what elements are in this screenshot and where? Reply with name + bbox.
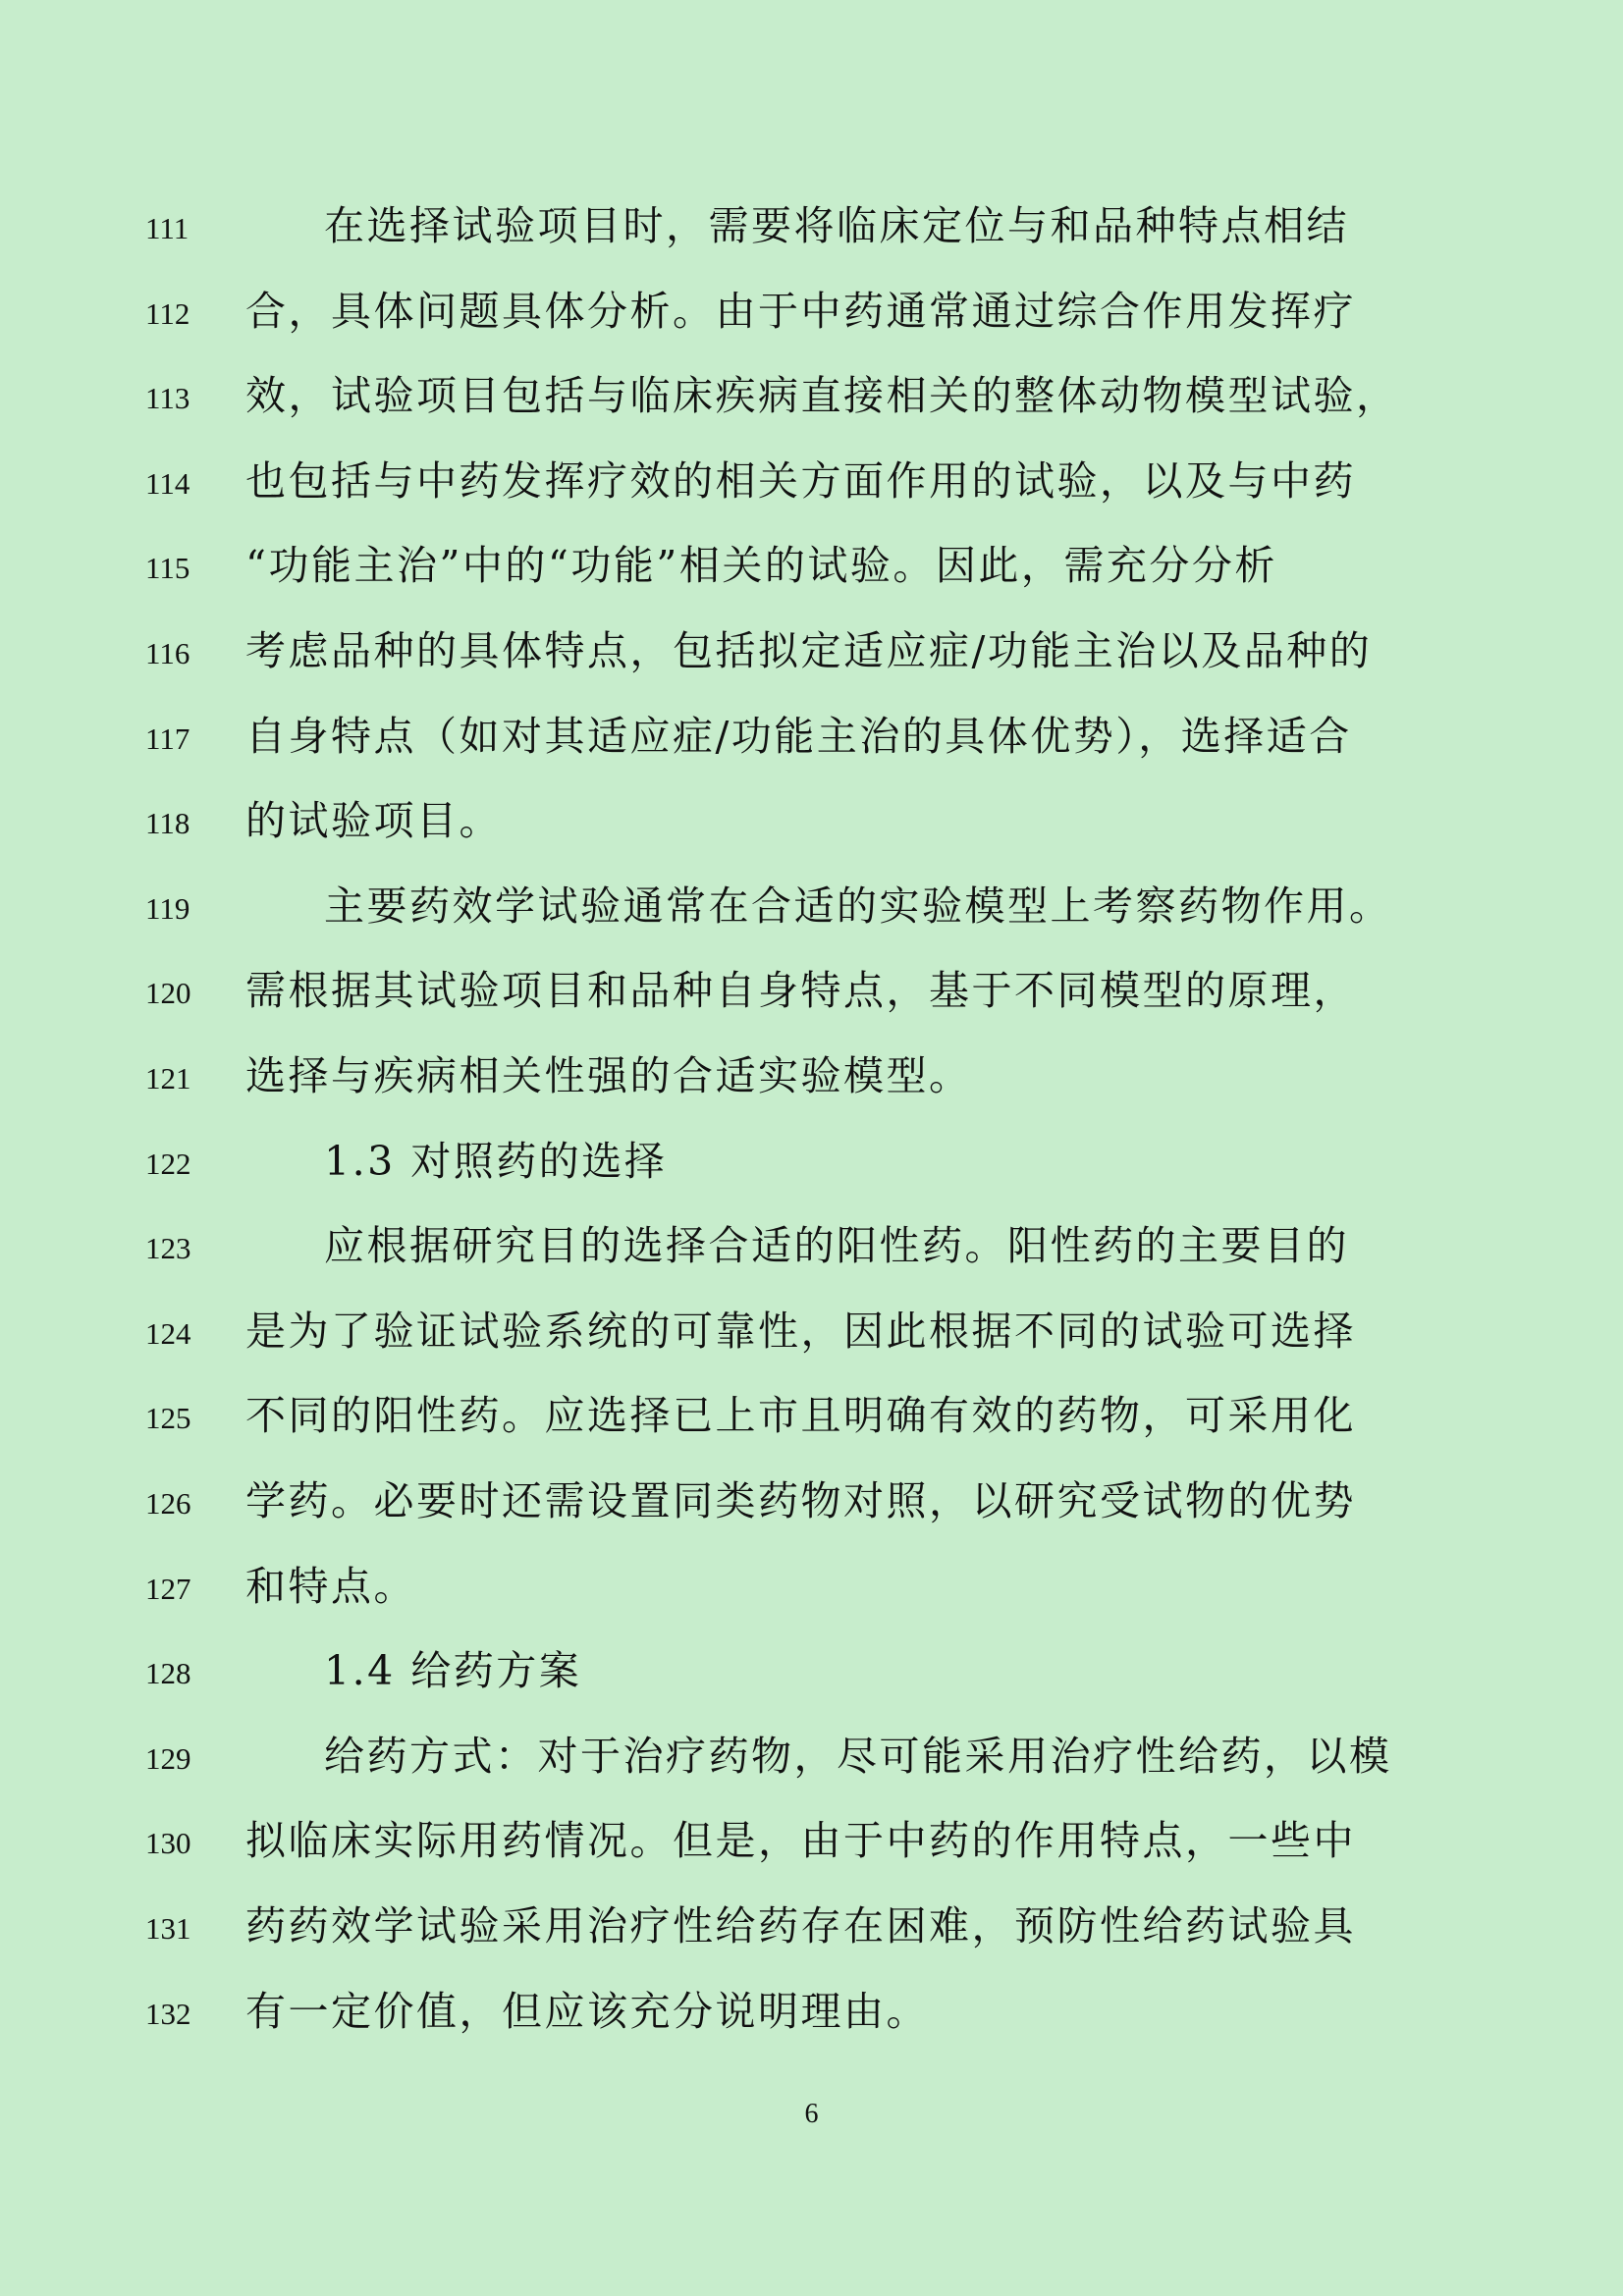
text-line xyxy=(0,1887,1623,1972)
line-number: 125 xyxy=(145,1401,191,1436)
line-text: 应根据研究目的选择合适的阳性药。阳性药的主要目的 xyxy=(324,1222,1349,1270)
line-text: 药药效学试验采用治疗性给药存在困难，预防性给药试验具 xyxy=(245,1902,1356,1949)
text-line xyxy=(0,1547,1623,1632)
line-number: 120 xyxy=(145,976,191,1011)
text-line xyxy=(0,442,1623,527)
line-text: 的试验项目。 xyxy=(245,797,502,845)
line-number: 119 xyxy=(145,890,190,926)
text-line xyxy=(0,781,1623,867)
line-number: 128 xyxy=(145,1656,191,1691)
line-text: 拟临床实际用药情况。但是，由于中药的作用特点，一些中 xyxy=(245,1817,1356,1865)
text-line xyxy=(0,356,1623,442)
line-text: 有一定价值，但应该充分说明理由。 xyxy=(245,1987,929,2035)
text-line xyxy=(0,1972,1623,2057)
line-number: 129 xyxy=(145,1740,191,1776)
line-number: 114 xyxy=(145,465,190,501)
line-text: 选择与疾病相关性强的合适实验模型。 xyxy=(245,1052,972,1099)
line-number: 132 xyxy=(145,1996,191,2031)
line-number: 116 xyxy=(145,636,190,670)
line-number: 131 xyxy=(145,1911,191,1946)
line-text: 合，具体问题具体分析。由于中药通常通过综合作用发挥疗 xyxy=(245,287,1356,335)
line-text: 给药方式：对于治疗药物，尽可能采用治疗性给药，以模 xyxy=(324,1732,1392,1780)
line-text: 是为了验证试验系统的可靠性，因此根据不同的试验可选择 xyxy=(245,1307,1356,1355)
text-line xyxy=(0,1122,1623,1207)
text-line xyxy=(0,1801,1623,1887)
line-text: 学药。必要时还需设置同类药物对照，以研究受试物的优势 xyxy=(245,1477,1356,1524)
line-text: “功能主治”中的“功能”相关的试验。因此，需充分分析 xyxy=(245,542,1277,590)
line-text: 不同的阳性药。应选择已上市且明确有效的药物，可采用化 xyxy=(245,1392,1356,1440)
text-line xyxy=(0,951,1623,1037)
line-number: 130 xyxy=(145,1826,191,1861)
page-number: 6 xyxy=(804,2099,819,2129)
line-text: 需根据其试验项目和品种自身特点，基于不同模型的原理， xyxy=(245,967,1356,1015)
text-line xyxy=(0,1037,1623,1122)
text-line xyxy=(0,187,1623,272)
text-line xyxy=(0,1631,1623,1717)
line-number: 117 xyxy=(145,721,190,756)
line-number: 123 xyxy=(145,1231,191,1266)
line-text: 考虑品种的具体特点，包括拟定适应症/功能主治以及品种的 xyxy=(245,627,1373,674)
line-number: 121 xyxy=(145,1061,191,1095)
text-line xyxy=(0,612,1623,697)
text-line xyxy=(0,526,1623,612)
text-line xyxy=(0,1462,1623,1547)
line-text: 和特点。 xyxy=(245,1562,416,1610)
text-line xyxy=(0,1376,1623,1462)
text-line xyxy=(0,867,1623,952)
line-number: 126 xyxy=(145,1486,191,1521)
line-number: 115 xyxy=(145,551,190,586)
line-text: 1.4 给药方案 xyxy=(324,1647,582,1695)
line-number: 112 xyxy=(145,295,190,331)
line-text: 自身特点（如对其适应症/功能主治的具体优势），选择适合 xyxy=(245,712,1352,760)
line-number: 111 xyxy=(145,211,189,245)
line-number: 122 xyxy=(145,1146,191,1181)
line-text: 也包括与中药发挥疗效的相关方面作用的试验，以及与中药 xyxy=(245,456,1356,505)
line-number: 118 xyxy=(145,806,190,841)
line-number: 113 xyxy=(145,381,190,416)
line-number: 124 xyxy=(145,1315,191,1351)
line-text: 主要药效学试验通常在合适的实验模型上考察药物作用。 xyxy=(324,881,1392,930)
line-text: 在选择试验项目时，需要将临床定位与和品种特点相结 xyxy=(324,202,1349,249)
line-text: 1.3 对照药的选择 xyxy=(324,1137,668,1185)
text-line xyxy=(0,697,1623,782)
text-line xyxy=(0,1717,1623,1802)
line-text: 效，试验项目包括与临床疾病直接相关的整体动物模型试验， xyxy=(245,372,1399,420)
text-line xyxy=(0,1292,1623,1377)
line-number: 127 xyxy=(145,1571,191,1606)
text-line xyxy=(0,272,1623,357)
text-line xyxy=(0,1206,1623,1292)
